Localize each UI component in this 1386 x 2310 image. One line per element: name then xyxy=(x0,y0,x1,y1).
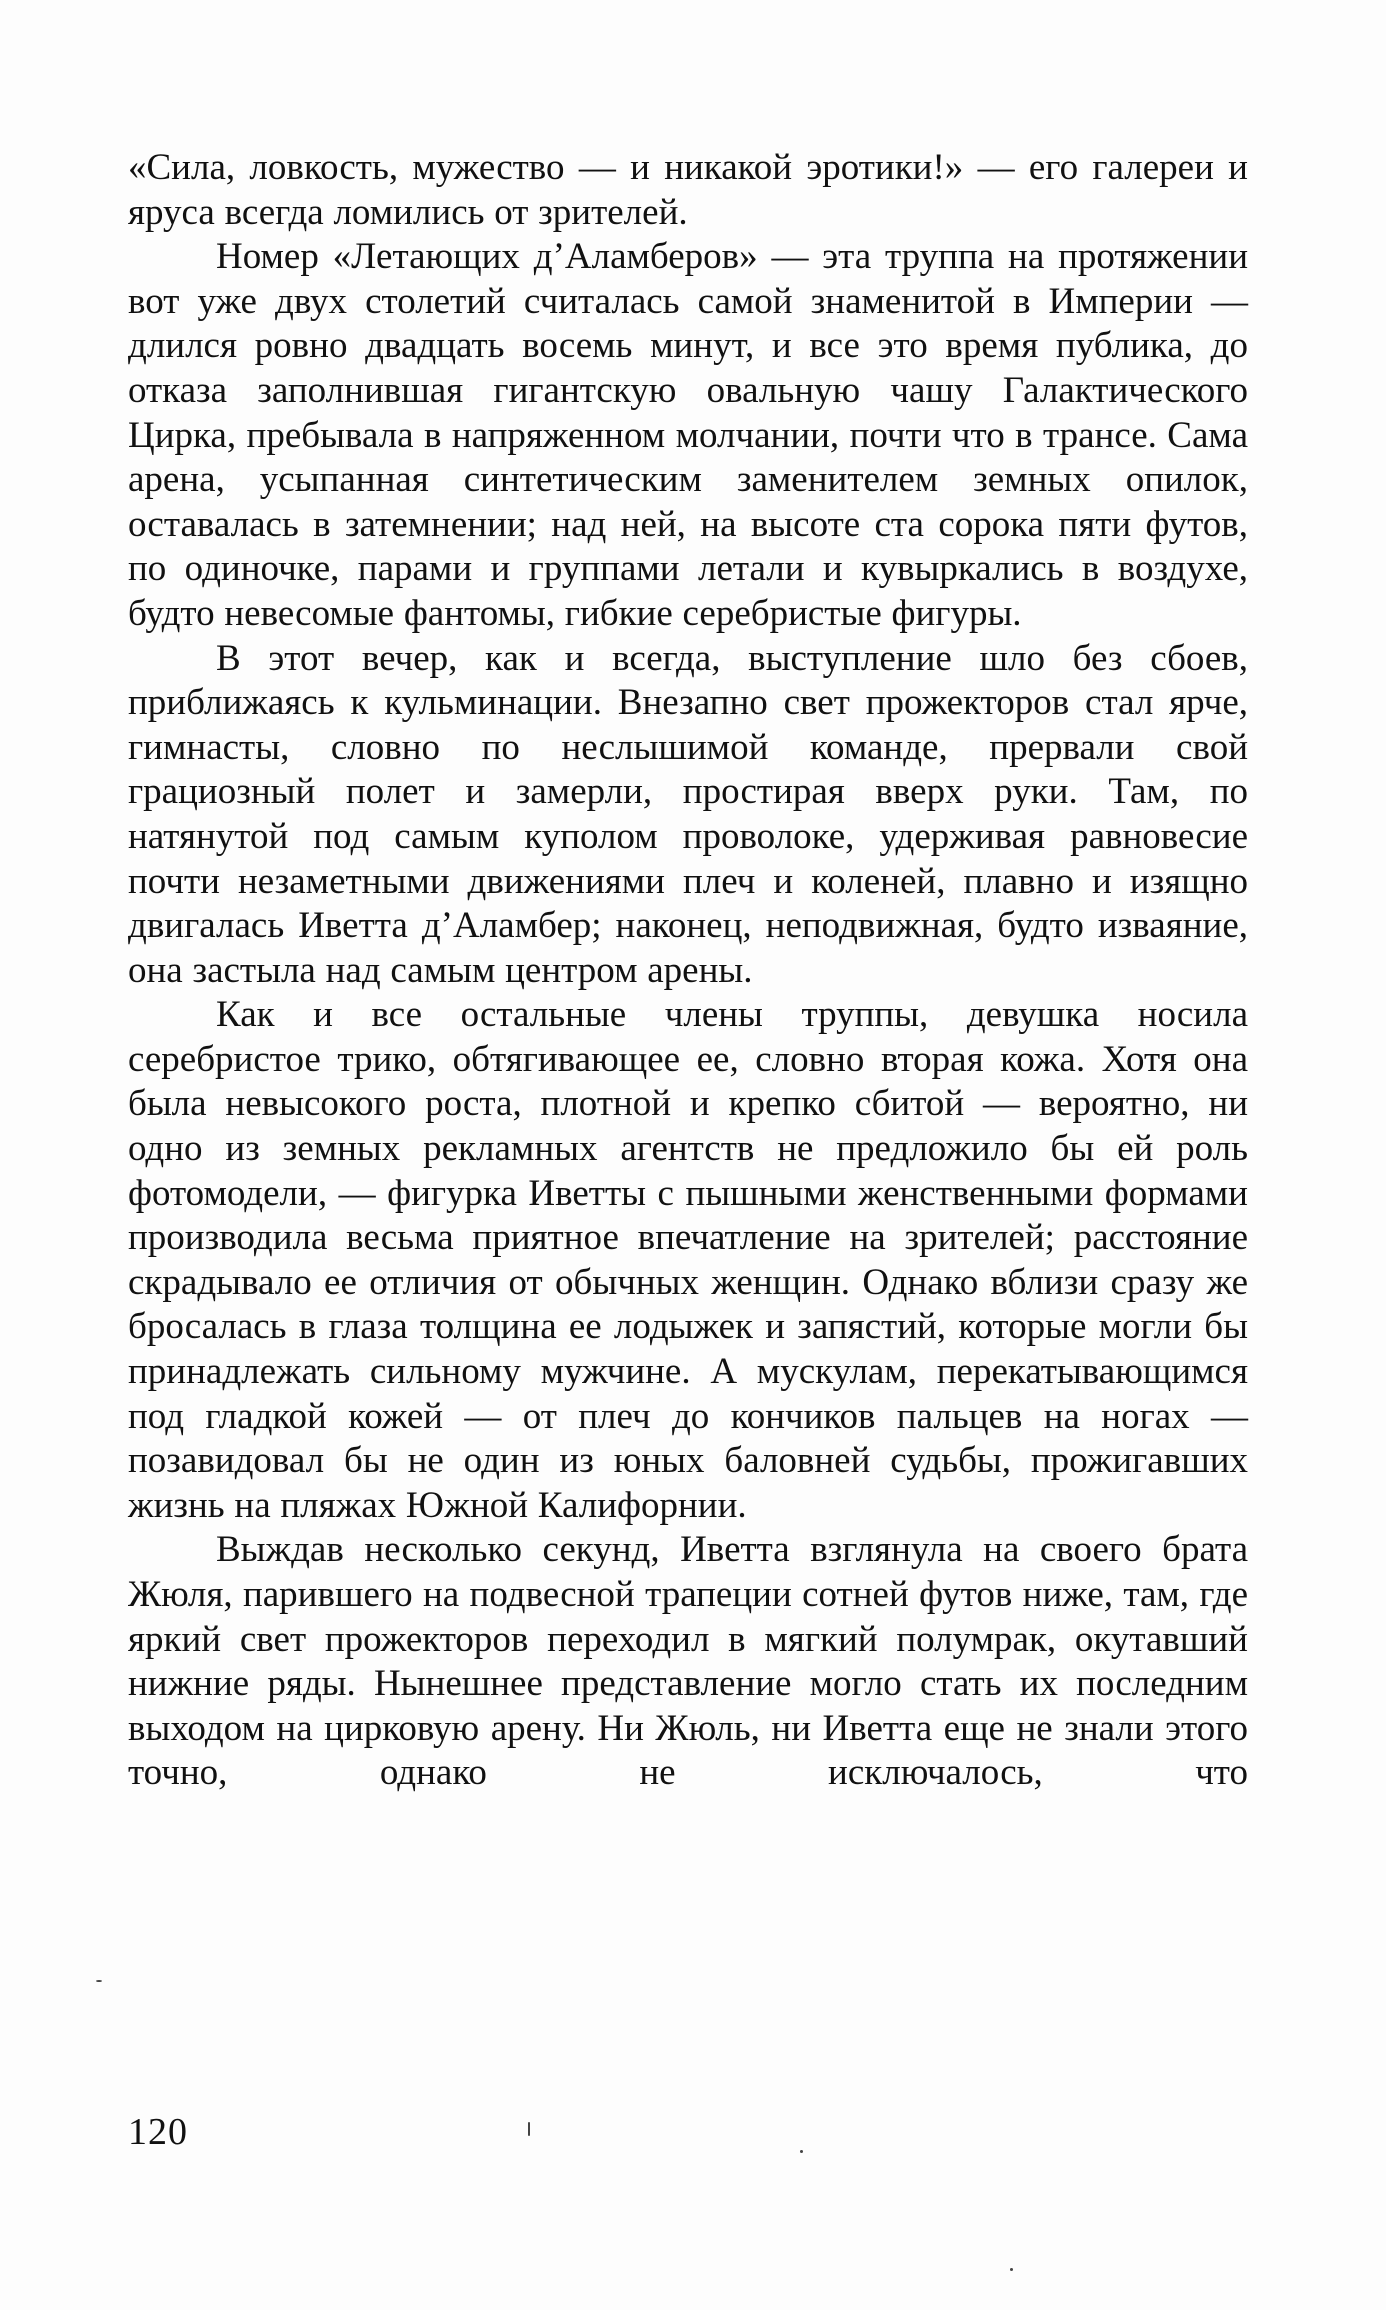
paragraph-5: Выждав несколько секунд, Иветта взглянула на своего брата Жюля, парившего на подвесной трапеции сотней футов ниже, там, где яркий свет прожекторов переходил в мягкий полумрак, окутавший нижние ряды. Нынешнее представление могло стать их последним выходом на цирковую арену. Ни Жюль, ни Иветта еще не знали этого точно, однако не исключалось, что xyxy=(128,1529,1248,1794)
scan-speck xyxy=(96,1980,102,1982)
paragraph-1: «Сила, ловкость, мужество — и никакой эротики!» — его галереи и яруса всегда ломились от зрителей. xyxy=(128,147,1248,233)
scan-speck xyxy=(800,2150,803,2153)
scan-speck xyxy=(528,2122,530,2136)
paragraph-3: В этот вечер, как и всегда, выступление шло без сбоев, приближаясь к кульминации. Внезапно свет прожекторов стал ярче, гимнасты, словно по неслышимой команде, прервали свой грациозный полет и замерли, простирая вверх руки. Там, по натянутой под самым куполом проволоке, удерживая равновесие почти незаметными движениями плеч и коленей, плавно и изящно двигалась Иветта д’Аламбер; наконец, неподвижная, будто изваяние, она застыла над самым центром арены. xyxy=(128,637,1248,991)
paragraph-4: Как и все остальные члены труппы, девушка носила серебристое трико, обтягивающее ее, словно вторая кожа. Хотя она была невысокого роста, плотной и крепко сбитой — вероятно, ни одно из земных рекламных агентств не предложило бы ей роль фотомодели, — фигурка Иветты с пышными женственными формами производила весьма приятное впечатление на зрителей; расстояние скрадывало ее отличия от обычных женщин. Однако вблизи сразу же бросалась в глаза толщина ее лодыжек и запястий, которые могли бы принадлежать сильному мужчине. А мускулам, перекатывающимся под гладкой кожей — от плеч до кончиков пальцев на ногах — позавидовал бы не один из юных баловней судьбы, прожигавших жизнь на пляжах Южной Калифорнии. xyxy=(128,994,1248,1526)
body-text xyxy=(128,146,1248,1796)
paragraph-2: Номер «Летающих д’Аламберов» — эта труппа на протяжении вот уже двух столетий считалась самой знаменитой в Империи — длился ровно двадцать восемь минут, и все это время публика, до отказа заполнившая гигантскую овальную чашу Галактического Цирка, пребывала в напряженном молчании, почти что в трансе. Сама арена, усыпанная синтетическим заменителем земных опилок, оставалась в затемнении; над ней, на высоте ста сорока пяти футов, по одиночке, парами и группами летали и кувыркались в воздухе, будто невесомые фантомы, гибкие серебристые фигуры. xyxy=(128,236,1248,634)
page-number: 120 xyxy=(128,2111,188,2153)
scan-speck xyxy=(1010,2268,1013,2271)
